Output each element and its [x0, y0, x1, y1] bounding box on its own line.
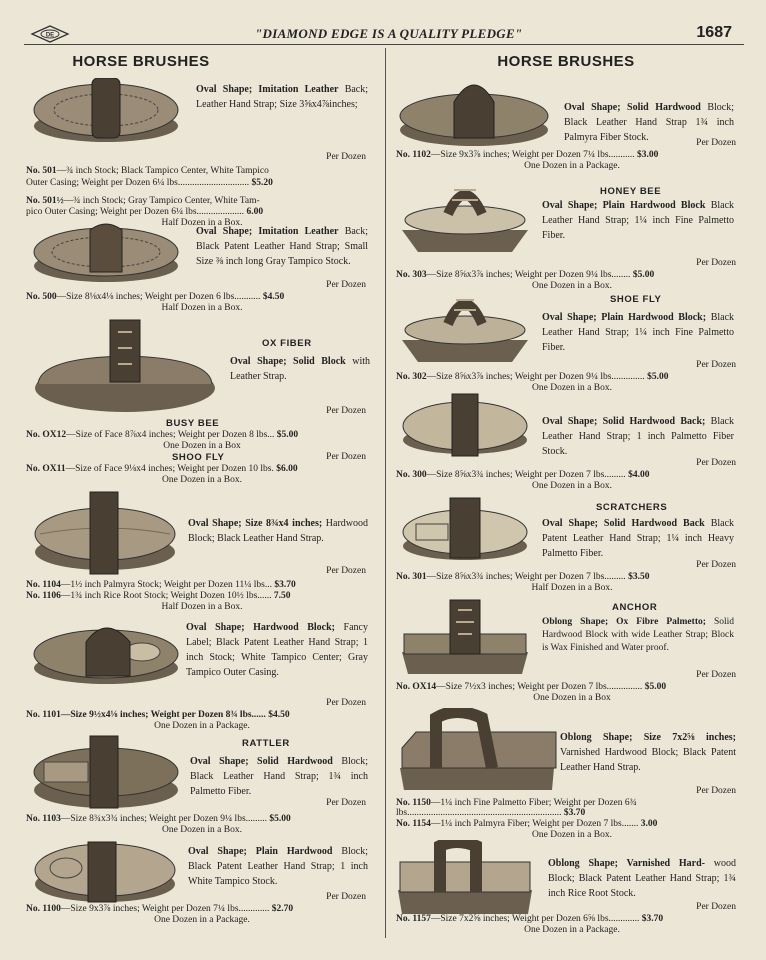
pack-info: Half Dozen in a Box.: [531, 583, 613, 593]
per-dozen-label: Per Dozen: [696, 258, 736, 268]
item-desc: Black Patent Leather Hand Strap; 1¼ inch Heavy Palmetto Fiber.: [542, 518, 735, 559]
item-price: $3.70: [641, 914, 664, 924]
item-desc-bold: Oval Shape; Solid Hardwood: [564, 102, 701, 113]
item-spec: —1¾ inch Rice Root Stock; Weight Dozen 10½ lbs......: [60, 591, 272, 601]
per-dozen-label: Per Dozen: [696, 360, 736, 370]
right-column: [396, 48, 748, 938]
item-number: No. 500: [26, 292, 57, 302]
per-dozen-label: Per Dozen: [696, 138, 736, 148]
pack-info: Half Dozen in a Box.: [161, 218, 243, 228]
per-dozen-label: Per Dozen: [326, 892, 366, 902]
page-header: [0, 22, 766, 50]
ox-fiber-brush-illustration-icon: [30, 318, 220, 414]
item-spec: —Size 9½x4⅛ inches; Weight per Dozen 8¾ lbs......: [60, 710, 266, 720]
left-column: [26, 48, 378, 938]
oval-brush-illustration-icon: [30, 618, 182, 688]
item-number: No. 1104: [26, 580, 61, 590]
per-dozen-label: Per Dozen: [696, 458, 736, 468]
item-desc-bold: Oval Shape; Solid Block: [230, 356, 346, 367]
item-desc-bold: Oval Shape; Size 8¾x4 inches;: [188, 518, 323, 529]
item-desc: Varnished Hardwood Block; Black Patent Leather Hand Strap.: [560, 747, 736, 773]
product-subtitle: SHOO FLY: [172, 452, 225, 463]
item-spec: pico Outer Casing; Weight per Dozen 6¼ lbs....................: [26, 207, 245, 217]
item-desc: Back; Black Patent Leather Hand Strap; Small Size ⅜ inch long Gray Tampico Stock.: [196, 226, 369, 267]
item-desc-bold: Oval Shape; Imitation Leather: [196, 226, 339, 237]
item-price: 7.50: [273, 591, 291, 601]
item-desc-bold: Oval Shape; Solid Hardwood Back;: [542, 416, 706, 427]
item-number: No. OX14: [396, 682, 437, 692]
page-number: 1687: [696, 24, 732, 41]
item-number: No. 1103: [26, 814, 61, 824]
item-spec: —Size of Face 9⅛x4 inches; Weight per Dozen 10 lbs.: [65, 464, 274, 474]
product-subtitle: SCRATCHERS: [596, 502, 668, 513]
item-spec: —Size 8⅝x3⅞ inches; Weight per Dozen 9¼ lbs..............: [426, 372, 645, 382]
item-desc: Block; Black Leather Hand Strap; 1¾ inch Palmetto Fiber.: [190, 756, 368, 797]
pack-info: One Dozen in a Box: [533, 693, 611, 703]
per-dozen-label: Per Dozen: [326, 566, 366, 576]
item-spec: —¾ inch Stock; Black Tampico Center, White Tampico: [56, 166, 269, 176]
item-spec: —Size 7½x3 inches; Weight per Dozen 7 lbs...............: [436, 682, 643, 692]
product-1157: [396, 840, 748, 938]
item-desc: Fancy Label; Black Patent Leather Hand Strap; 1 inch Stock; White Tampico Center; Gray Tampico Outer Casing.: [186, 622, 368, 678]
oval-brush-illustration-icon: [398, 496, 532, 566]
item-desc-bold: Oblong Shape; Varnished Hard-: [548, 858, 705, 869]
oval-brush-illustration-icon: [30, 734, 182, 810]
item-desc: Black Leather Hand Strap; 1¼ inch Fine Palmetto Fiber.: [542, 312, 735, 353]
item-desc-bold: Oblong Shape; Size 7x2⅝ inches;: [560, 732, 736, 743]
pack-info: One Dozen in a Box.: [162, 825, 242, 835]
per-dozen-label: Per Dozen: [326, 152, 366, 162]
oblong-brush-illustration-icon: [396, 708, 558, 792]
per-dozen-label: Per Dozen: [696, 560, 736, 570]
item-desc-bold: Oval Shape; Plain Hardwood Block;: [542, 312, 707, 323]
product-301: [396, 494, 748, 606]
item-number: No. 302: [396, 372, 427, 382]
product-subtitle: RATTLER: [242, 738, 290, 749]
product-303: [396, 180, 748, 290]
product-1150: [396, 708, 748, 838]
item-price: $5.00: [276, 430, 299, 440]
oval-brush-illustration-icon: [30, 78, 182, 148]
item-price: $5.20: [251, 178, 273, 188]
item-number: No. 1154: [396, 819, 431, 829]
oblong-brush-illustration-icon: [398, 596, 532, 676]
per-dozen-label: Per Dozen: [326, 406, 366, 416]
item-number: No. 1150: [396, 798, 431, 808]
item-desc: Hardwood Block; Black Leather Hand Strap.: [188, 518, 368, 544]
item-desc: Block; Black Patent Leather Hand Strap; 1 inch White Tampico Stock.: [188, 846, 368, 887]
item-price: $5.00: [632, 270, 655, 280]
per-dozen-label: Per Dozen: [696, 786, 736, 796]
item-number: No. 1106: [26, 591, 61, 601]
item-number: No. 1101: [26, 710, 61, 720]
item-desc: Solid Hardwood Block with wide Leather Strap; Block is Wax Finished and Water proof.: [542, 617, 734, 653]
item-number: No. 301: [396, 572, 427, 582]
product-1102: [396, 72, 748, 178]
item-spec: —Size 9x3⅞ inches; Weight per Dozen 7¼ lbs.............: [60, 904, 270, 914]
product-300: [396, 390, 748, 490]
item-desc: Block; Black Leather Hand Strap 1¾ inch Palmyra Fiber Stock.: [564, 102, 734, 143]
oval-brush-illustration-icon: [30, 838, 180, 908]
product-1100: [26, 838, 378, 938]
item-spec: —1¼ inch Fine Palmetto Fiber; Weight per Dozen 6¾: [430, 798, 637, 808]
pack-info: One Dozen in a Box.: [532, 481, 612, 491]
item-price: $3.00: [637, 150, 659, 160]
item-desc-bold: Oval Shape; Solid Hardwood: [190, 756, 333, 767]
header-tagline: "DIAMOND EDGE IS A QUALITY PLEDGE": [255, 26, 523, 41]
diamond-edge-logo-icon: [30, 24, 70, 44]
item-price: $3.50: [628, 572, 650, 582]
item-spec: —Size of Face 8⅞x4 inches; Weight per Dozen 8 lbs...: [66, 430, 275, 440]
product-500: [26, 218, 378, 318]
oval-brush-illustration-icon: [396, 72, 552, 152]
item-price: $5.00: [647, 372, 669, 382]
product-subtitle: ANCHOR: [612, 602, 658, 613]
item-number: No. 501½: [26, 196, 64, 206]
item-number: No. 303: [396, 270, 427, 280]
column-divider: [385, 48, 386, 938]
product-subtitle: SHOE FLY: [610, 294, 662, 305]
pack-info: One Dozen in a Box.: [162, 475, 242, 485]
item-number: No. 1157: [396, 914, 431, 924]
item-number: No. 501: [26, 166, 57, 176]
item-desc-bold: Oblong Shape; Ox Fibre Palmetto;: [542, 617, 706, 627]
pack-info: One Dozen in a Package.: [524, 161, 620, 171]
product-ox14: [396, 596, 748, 706]
product-subtitle: BUSY BEE: [166, 418, 220, 429]
item-desc: Back; Leather Hand Strap; Size 3⅝x4⅞inches;: [196, 84, 369, 110]
item-desc-bold: Oval Shape; Hardwood Block;: [186, 622, 335, 633]
item-spec: —Size 8⅛x4⅛ inches; Weight per Dozen 6 lbs...........: [56, 292, 261, 302]
item-number: No. OX11: [26, 464, 66, 474]
item-number: No. 1100: [26, 904, 61, 914]
oval-brush-illustration-icon: [30, 488, 180, 576]
item-spec: —1½ inch Palmyra Stock; Weight per Dozen 11¼ lbs...: [60, 580, 272, 590]
pack-info: One Dozen in a Package.: [154, 721, 250, 731]
item-price: $2.70: [271, 904, 294, 914]
product-ox-fiber: [26, 318, 378, 488]
item-spec: lbs.................................................................: [396, 808, 562, 818]
item-spec: —¾ inch Stock; Gray Tampico Center, White Tam-: [63, 196, 260, 206]
item-desc-bold: Oval Shape; Plain Hardwood: [188, 846, 333, 857]
product-1104: [26, 488, 378, 613]
per-dozen-label: Per Dozen: [696, 902, 736, 912]
item-spec: —1¼ inch Palmyra Fiber; Weight per Dozen 7 lbs.......: [430, 819, 639, 829]
pack-info: One Dozen in a Box.: [532, 281, 612, 291]
pack-info: Half Dozen in a Box.: [161, 303, 243, 313]
item-spec: Outer Casing; Weight per Dozen 6¼ lbs..............................: [26, 178, 250, 188]
oval-brush-illustration-icon: [398, 180, 532, 254]
item-desc: Black Leather Hand Strap; 1 inch Palmetto Fiber Stock.: [542, 416, 734, 457]
item-price: $5.00: [269, 814, 291, 824]
pack-info: One Dozen in a Box: [163, 441, 241, 451]
item-spec: —Size 7x2⅝ inches; Weight per Dozen 6⅝ lbs.............: [430, 914, 640, 924]
item-price: 3.00: [640, 819, 658, 829]
per-dozen-label: Per Dozen: [326, 798, 366, 808]
item-number: No. 300: [396, 470, 427, 480]
item-price: $3.70: [274, 580, 296, 590]
item-price: $4.00: [628, 470, 650, 480]
item-desc-bold: Oval Shape; Solid Hardwood Back: [542, 518, 705, 529]
oblong-brush-illustration-icon: [396, 840, 536, 916]
pack-info: Half Dozen in a Box.: [161, 602, 243, 612]
pack-info: One Dozen in a Box.: [532, 383, 612, 393]
svg-text:DE: DE: [45, 32, 55, 39]
item-number: No. 1102: [396, 150, 431, 160]
pack-info: One Dozen in a Package.: [154, 915, 250, 925]
item-spec: —Size 8¾x3¾ inches; Weight per Dozen 9¼ lbs.........: [60, 814, 268, 824]
item-spec: —Size 8⅝x3⅞ inches; Weight per Dozen 9¼ lbs........: [426, 270, 631, 280]
product-1101: [26, 618, 378, 731]
item-desc-bold: Oval Shape; Plain Hardwood Block: [542, 200, 706, 211]
item-desc: Black Leather Hand Strap; 1¼ inch Fine Palmetto Fiber.: [542, 200, 735, 241]
item-price: $3.70: [563, 808, 586, 818]
per-dozen-label: Per Dozen: [326, 452, 366, 462]
per-dozen-label: Per Dozen: [326, 698, 366, 708]
item-price: $5.00: [644, 682, 667, 692]
item-desc: wood Block; Black Patent Leather Hand Strap; 1¾ inch Rice Root Stock.: [548, 858, 736, 899]
product-subtitle: HONEY BEE: [600, 186, 662, 197]
product-1103: [26, 734, 378, 834]
per-dozen-label: Per Dozen: [696, 670, 736, 680]
item-price: $4.50: [268, 710, 290, 720]
oval-brush-illustration-icon: [398, 288, 532, 364]
item-number: No. OX12: [26, 430, 67, 440]
item-price: $6.00: [276, 464, 298, 474]
item-price: $4.50: [262, 292, 285, 302]
product-501: [26, 76, 378, 228]
product-302: [396, 288, 748, 394]
item-spec: —Size 8⅝x3¾ inches; Weight per Dozen 7 lbs.........: [426, 470, 626, 480]
pack-info: One Dozen in a Box.: [532, 830, 612, 840]
item-price: 6.00: [246, 207, 264, 217]
right-column-title: HORSE BRUSHES: [497, 53, 635, 70]
left-column-title: HORSE BRUSHES: [72, 53, 210, 70]
oval-brush-illustration-icon: [30, 218, 182, 288]
pack-info: One Dozen in a Package.: [524, 925, 620, 935]
item-desc: with Leather Strap.: [230, 356, 371, 382]
item-spec: —Size 9x3⅞ inches; Weight per Dozen 7¼ lbs...........: [430, 150, 635, 160]
product-subtitle: OX FIBER: [262, 338, 312, 349]
oval-brush-illustration-icon: [398, 390, 532, 460]
item-spec: —Size 8⅝x3¾ inches; Weight per Dozen 7 lbs.........: [426, 572, 626, 582]
item-desc-bold: Oval Shape; Imitation Leather: [196, 84, 339, 95]
per-dozen-label: Per Dozen: [326, 280, 366, 290]
header-rule: [24, 44, 744, 45]
